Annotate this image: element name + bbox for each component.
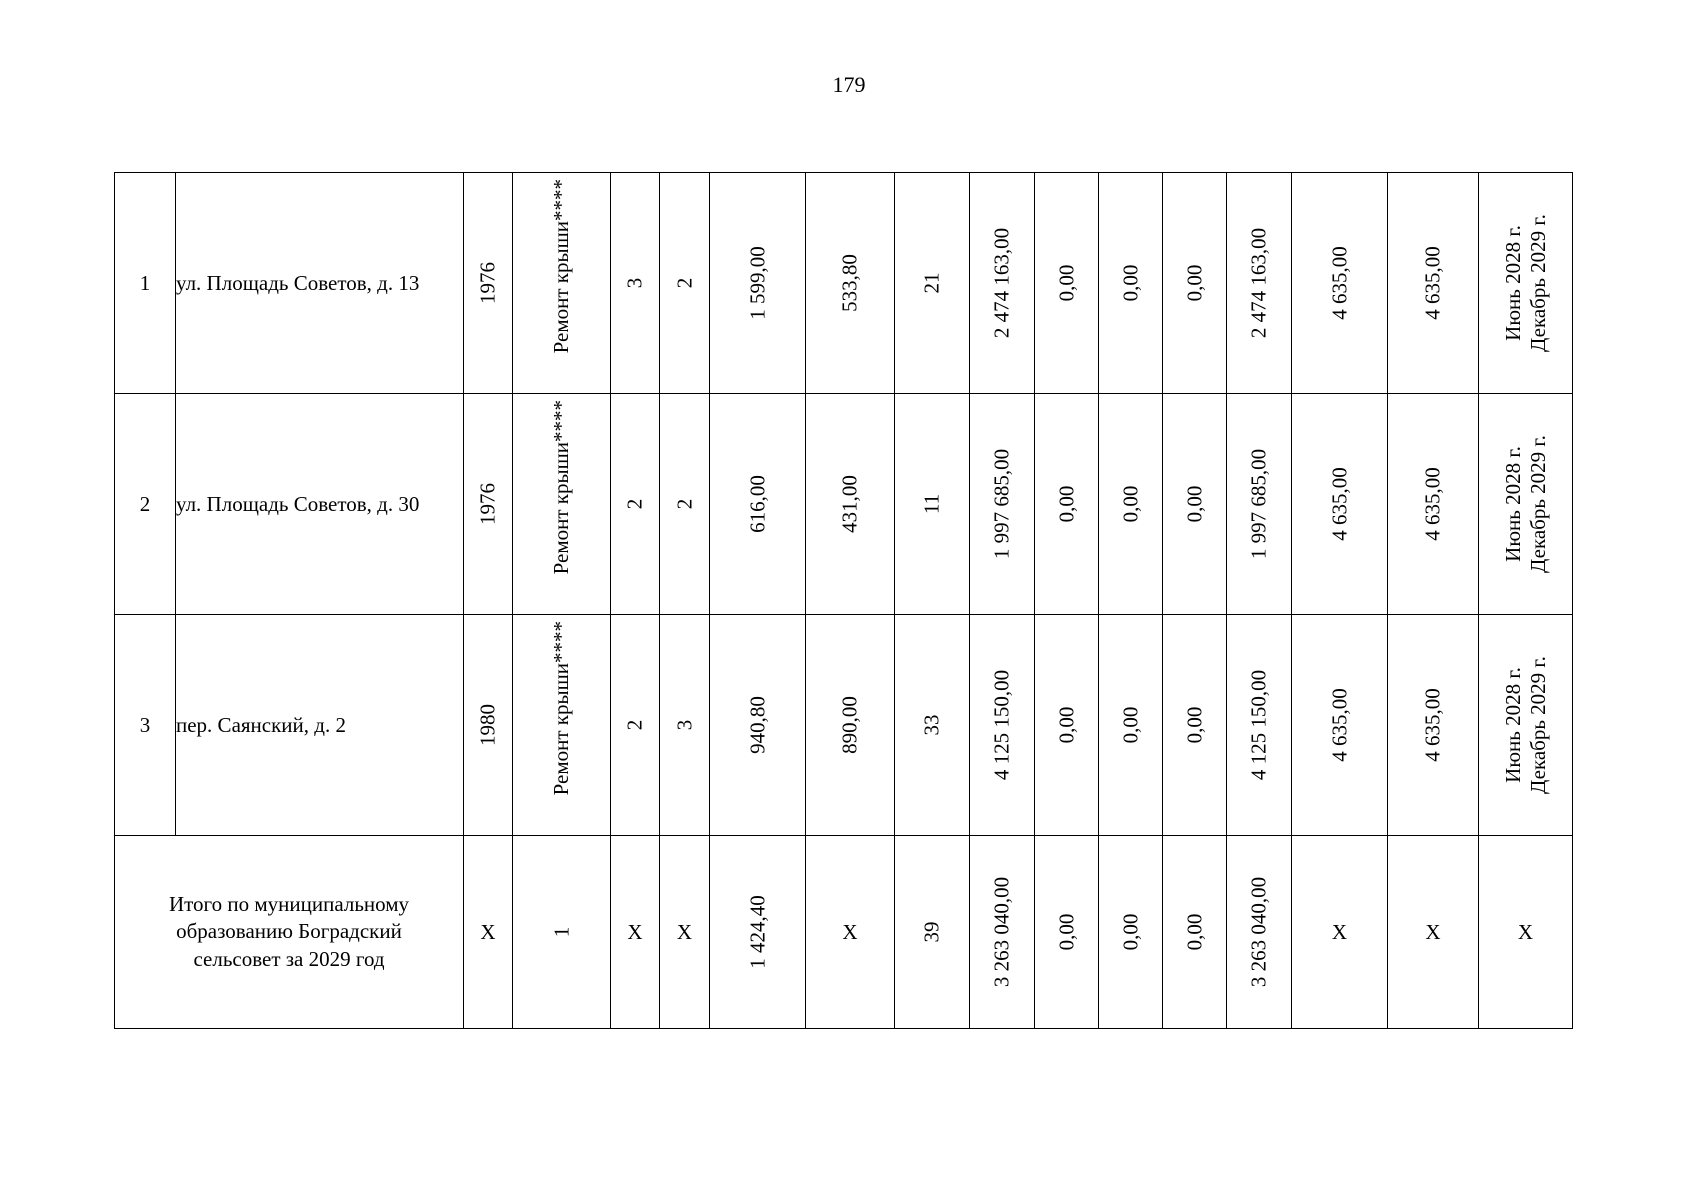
entrances-cell: 3 (671, 719, 696, 731)
row-number: 2 (115, 394, 176, 615)
unit-cost-cell: 4 635,00 (1326, 467, 1351, 541)
period-end: Декабрь 2029 г. (1525, 435, 1550, 573)
period-end: Декабрь 2029 г. (1525, 656, 1550, 794)
total-area-cell: 940,80 (744, 696, 769, 754)
total-unit-cost-limit-cell: Х (1388, 836, 1479, 1029)
cost-total-cell: 1 997 685,00 (989, 448, 1014, 560)
period-start: Июнь 2028 г. (1500, 446, 1525, 562)
work-type-cell: Ремонт крыши**** (549, 400, 573, 575)
total-cost-col5-cell: 3 263 040,00 (1246, 876, 1271, 988)
living-area-cell: 890,00 (837, 696, 862, 754)
total-year-cell: Х (464, 836, 513, 1029)
living-area-cell: 431,00 (837, 475, 862, 533)
total-cost-total-cell: 3 263 040,00 (989, 876, 1014, 988)
table-row (115, 394, 1573, 615)
address-cell: ул. Площадь Советов, д. 13 (176, 173, 464, 394)
residents-cell: 11 (919, 493, 944, 515)
period-cell (1500, 435, 1550, 573)
year-cell: 1976 (475, 262, 500, 304)
work-type-cell: Ремонт крыши**** (549, 621, 573, 796)
total-residents-cell: 39 (919, 921, 944, 943)
work-type-cell: Ремонт крыши**** (549, 179, 573, 354)
cost-total-cell: 2 474 163,00 (989, 227, 1014, 339)
cost-col5-cell: 1 997 685,00 (1246, 448, 1271, 560)
residents-cell: 33 (919, 714, 944, 736)
total-area-cell: 1 599,00 (744, 246, 769, 320)
table-row (115, 615, 1573, 836)
unit-cost-cell: 4 635,00 (1326, 246, 1351, 320)
total-area-cell: 1 424,40 (744, 895, 769, 969)
entrances-cell: 2 (671, 277, 696, 289)
address-cell: пер. Саянский, д. 2 (176, 615, 464, 836)
total-floors-cell: Х (611, 836, 660, 1029)
total-unit-cost-cell: Х (1292, 836, 1388, 1029)
total-label (115, 836, 464, 1029)
total-label-line: образованию Боградский (176, 919, 402, 944)
cost-col3-cell: 0,00 (1117, 485, 1142, 523)
cost-col3-cell: 0,00 (1117, 706, 1142, 744)
living-area-cell: 533,80 (837, 254, 862, 312)
total-area-cell: 616,00 (744, 475, 769, 533)
cost-col5-cell: 2 474 163,00 (1246, 227, 1271, 339)
total-row (115, 836, 1573, 1029)
period-cell (1500, 214, 1550, 352)
entrances-cell: 2 (671, 498, 696, 510)
period-end: Декабрь 2029 г. (1525, 214, 1550, 352)
cost-col3-cell: 0,00 (1117, 264, 1142, 302)
cost-col2-cell: 0,00 (1053, 706, 1078, 744)
total-cost-col2-cell: 0,00 (1053, 913, 1078, 951)
row-number: 1 (115, 173, 176, 394)
residents-cell: 21 (919, 272, 944, 294)
total-living-area-cell: Х (806, 836, 895, 1029)
total-cost-col4-cell: 0,00 (1181, 913, 1206, 951)
unit-cost-limit-cell: 4 635,00 (1420, 467, 1445, 541)
cost-col4-cell: 0,00 (1181, 706, 1206, 744)
total-label-line: Итого по муниципальному (168, 892, 410, 917)
unit-cost-cell: 4 635,00 (1326, 688, 1351, 762)
repair-program-table (114, 172, 1573, 1029)
period-start: Июнь 2028 г. (1500, 667, 1525, 783)
table-row (115, 173, 1573, 394)
page-number: 179 (832, 72, 866, 97)
cost-col4-cell: 0,00 (1181, 264, 1206, 302)
cost-col2-cell: 0,00 (1053, 264, 1078, 302)
year-cell: 1976 (475, 483, 500, 525)
address-cell: ул. Площадь Советов, д. 30 (176, 394, 464, 615)
floors-cell: 2 (622, 719, 647, 731)
total-entrances-cell: Х (660, 836, 710, 1029)
cost-col5-cell: 4 125 150,00 (1246, 669, 1271, 781)
period-start: Июнь 2028 г. (1500, 225, 1525, 341)
cost-col2-cell: 0,00 (1053, 485, 1078, 523)
period-cell (1500, 656, 1550, 794)
total-label-line: сельсовет за 2029 год (193, 946, 385, 971)
cost-col4-cell: 0,00 (1181, 485, 1206, 523)
row-number: 3 (115, 615, 176, 836)
floors-cell: 2 (622, 498, 647, 510)
unit-cost-limit-cell: 4 635,00 (1420, 246, 1445, 320)
total-period-cell: Х (1479, 836, 1573, 1029)
unit-cost-limit-cell: 4 635,00 (1420, 688, 1445, 762)
cost-total-cell: 4 125 150,00 (989, 669, 1014, 781)
total-cost-col3-cell: 0,00 (1117, 913, 1142, 951)
year-cell: 1980 (475, 704, 500, 746)
floors-cell: 3 (622, 277, 647, 289)
total-work-count-cell: 1 (548, 926, 573, 938)
